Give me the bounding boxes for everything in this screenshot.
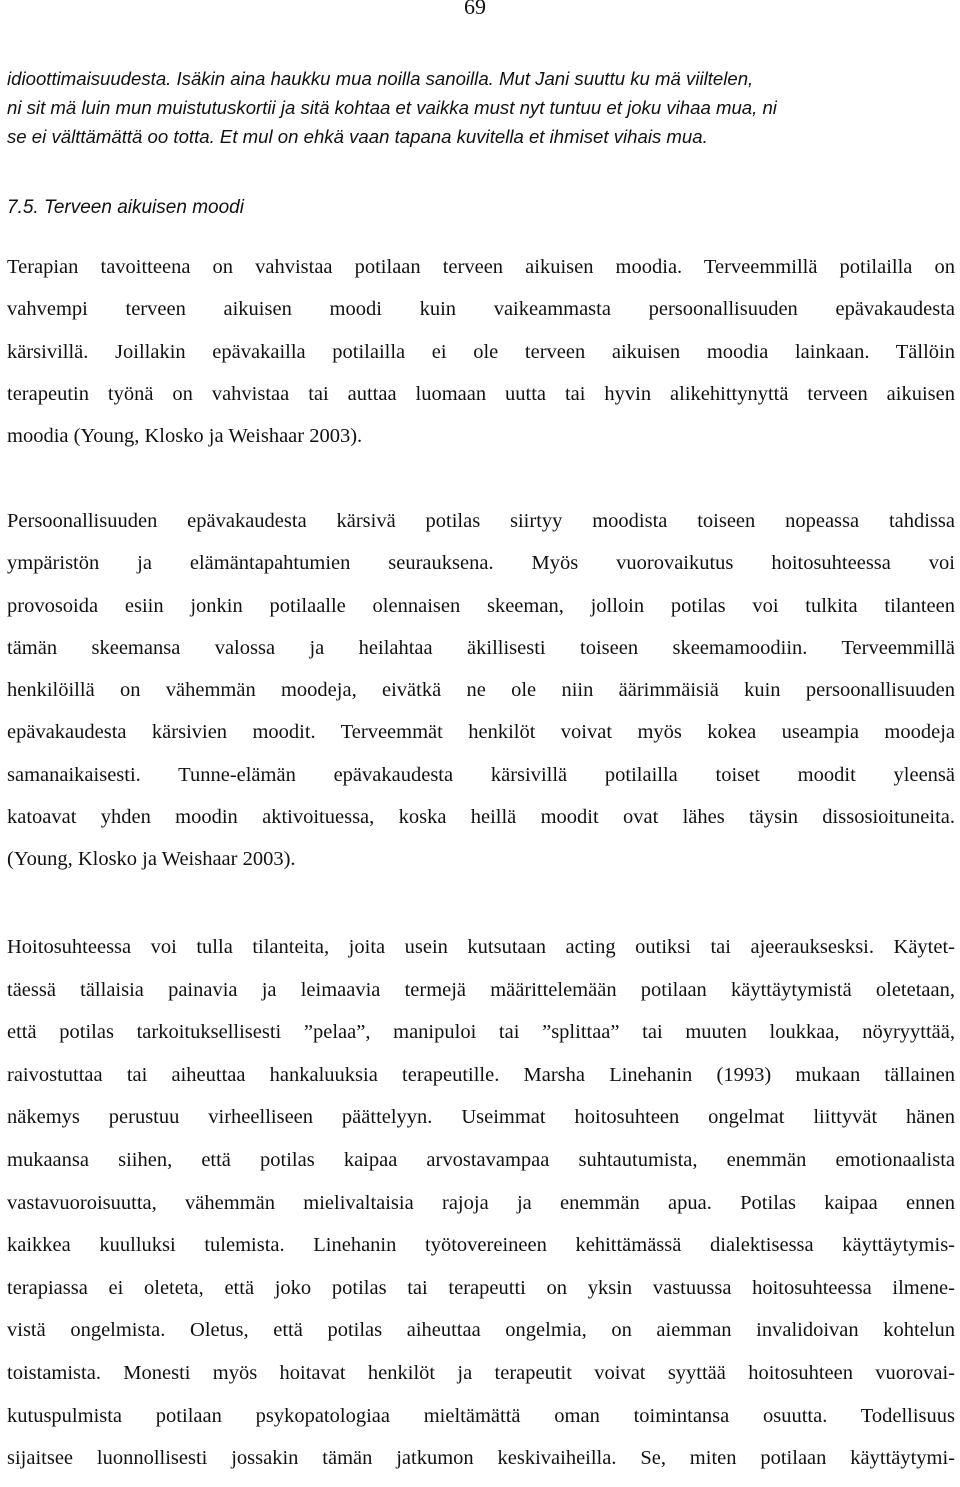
- text-line: Terapian tavoitteena on vahvistaa potilaan terveen aikuisen moodia. Terveemmillä potilailla on: [7, 256, 955, 278]
- text-line: mukaansa siihen, että potilas kaipaa arvostavampaa suhtautumista, enemmän emotionaalista: [7, 1148, 955, 1171]
- text-line: kaikkea kuulluksi tulemista. Linehanin työtovereineen kehittämässä dialektisessa käyttäytymis-: [7, 1234, 955, 1257]
- text-line: moodia (Young, Klosko ja Weishaar 2003).: [7, 425, 363, 448]
- text-line: että potilas tarkoituksellisesti ”pelaa”, manipuloi tai ”splittaa” tai muuten loukkaa, nöyryyttää,: [7, 1021, 955, 1044]
- section-heading: 7.5. Terveen aikuisen moodi: [7, 197, 244, 218]
- quote-line: se ei välttämättä oo totta. Et mul on ehkä vaan tapana kuvitella et ihmiset vihais mua.: [7, 126, 708, 147]
- text-line: (Young, Klosko ja Weishaar 2003).: [7, 848, 296, 871]
- interview-quote: [7, 64, 953, 151]
- text-line: vistä ongelmista. Oletus, että potilas aiheuttaa ongelmia, on aiemman invalidoivan kohtelun: [7, 1319, 955, 1342]
- text-line: provosoida esiin jonkin potilaalle olennaisen skeeman, jolloin potilas voi tulkita tilanteen: [7, 594, 955, 617]
- text-line: epävakaudesta kärsivien moodit. Terveemmät henkilöt voivat myös kokea useampia moodeja: [7, 721, 955, 744]
- text-line: henkilöillä on vähemmän moodeja, eivätkä ne ole niin äärimmäisiä kuin persoonallisuuden: [7, 679, 955, 702]
- text-line: vastavuoroisuutta, vähemmän mielivaltaisia rajoja ja enemmän apua. Potilas kaipaa ennen: [7, 1191, 955, 1214]
- text-line: täessä tällaisia painavia ja leimaavia termejä määrittelemään potilaan käyttäytymistä oletetaan,: [7, 978, 955, 1001]
- text-line: Persoonallisuuden epävakaudesta kärsivä potilas siirtyy moodista toiseen nopeassa tahdissa: [7, 510, 955, 532]
- text-line: toistamista. Monesti myös hoitavat henkilöt ja terapeutit voivat syyttää hoitosuhteen vuorovai-: [7, 1361, 955, 1384]
- quote-line: idioottimaisuudesta. Isäkin aina haukku mua noilla sanoilla. Mut Jani suuttu ku mä viiltelen,: [7, 68, 754, 89]
- page-number: 69: [464, 0, 486, 19]
- text-line: tämän skeemansa valossa ja heilahtaa äkillisesti toiseen skeemamoodiin. Terveemmillä: [7, 636, 955, 659]
- text-line: kärsivillä. Joillakin epävakailla potilailla ei ole terveen aikuisen moodia lainkaan. Tällöin: [7, 340, 955, 363]
- text-line: samanaikaisesti. Tunne-elämän epävakaudesta kärsivillä potilailla toiset moodit yleensä: [7, 763, 955, 786]
- text-line: terapeutin työnä on vahvistaa tai auttaa luomaan uutta tai hyvin alikehittynyttä terveen aikuisen: [7, 382, 955, 405]
- body-paragraph: [7, 253, 955, 464]
- text-line: näkemys perustuu virheelliseen päättelyyn. Useimmat hoitosuhteen ongelmat liittyvät hänen: [7, 1106, 955, 1129]
- text-line: Hoitosuhteessa voi tulla tilanteita, joita usein kutsutaan acting outiksi tai ajeerauksesksi. Käytet-: [7, 936, 955, 958]
- text-line: sijaitsee luonnollisesti jossakin tämän jatkumon keskivaiheilla. Se, miten potilaan käyttäytymi-: [7, 1447, 955, 1470]
- text-line: terapiassa ei oleteta, että joko potilas tai terapeutti on yksin vastuussa hoitosuhteessa ilmene-: [7, 1276, 955, 1299]
- text-line: vahvempi terveen aikuisen moodi kuin vaikeammasta persoonallisuuden epävakaudesta: [7, 298, 955, 321]
- text-line: katoavat yhden moodin aktivoituessa, koska heillä moodit ovat lähes täysin dissosioituneita.: [7, 806, 955, 829]
- quote-line: ni sit mä luin mun muistutuskortii ja sitä kohtaa et vaikka must nyt tuntuu et joku vihaa mua, ni: [7, 97, 777, 118]
- body-paragraph: [7, 933, 955, 1487]
- text-line: raivostuttaa tai aiheuttaa hankaluuksia terapeutille. Marsha Linehanin (1993) mukaan tällainen: [7, 1063, 955, 1086]
- text-line: ympäristön ja elämäntapahtumien seurauksena. Myös vuorovaikutus hoitosuhteessa voi: [7, 552, 955, 575]
- body-paragraph: [7, 507, 955, 888]
- text-line: kutuspulmista potilaan psykopatologiaa mieltämättä oman toimintansa osuutta. Todellisuus: [7, 1404, 955, 1427]
